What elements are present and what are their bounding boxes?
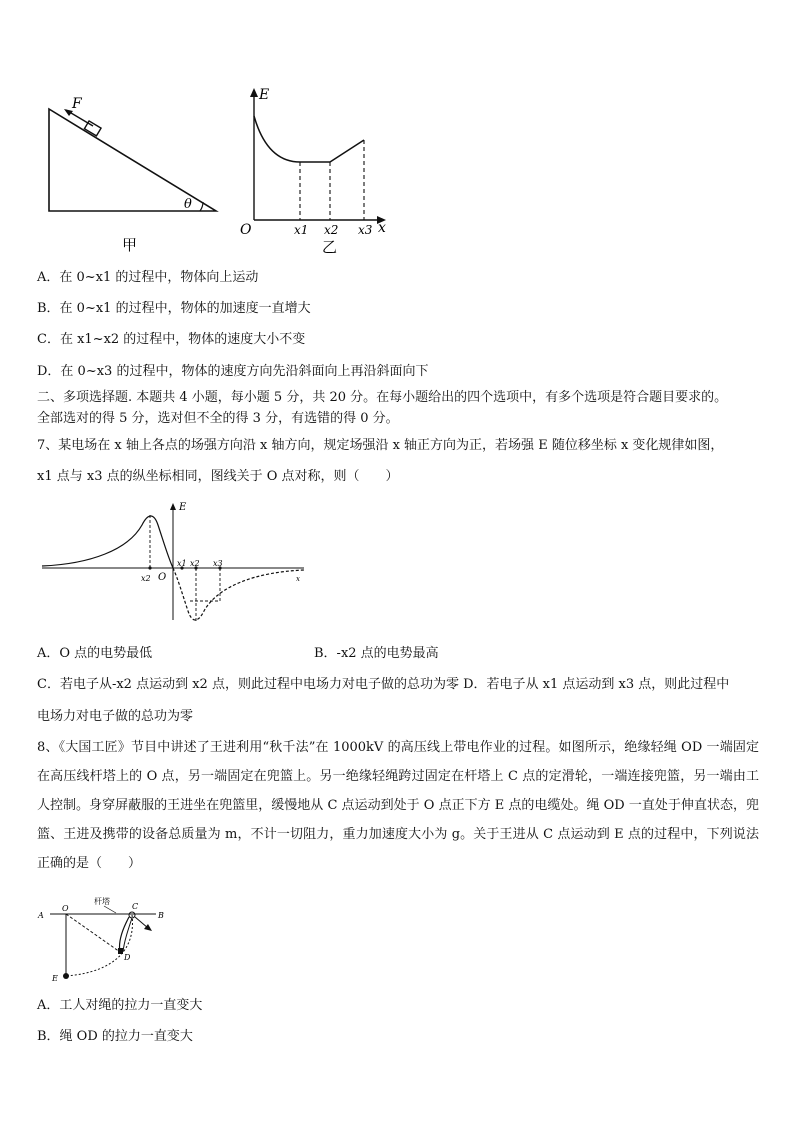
q7-stem-line1: 7、某电场在 x 轴上各点的场强方向沿 x 轴方向，规定场强沿 x 轴正方向为正，若场强 E 随位移坐标 x 变化规律如图， — [37, 438, 724, 453]
field-y-arrow — [170, 503, 176, 510]
tick-x3: x3 — [358, 223, 373, 237]
label-a: A — [38, 911, 44, 920]
field-origin-label: O — [158, 572, 167, 583]
rope-od — [66, 914, 120, 952]
figure-field-graph — [40, 495, 310, 635]
label-e: E — [52, 974, 58, 983]
point-neg-x2 — [148, 566, 151, 569]
q8-option-a: A．工人对绳的拉力一直变大 — [37, 998, 203, 1013]
field-y-label: E — [179, 502, 187, 513]
figure-tower-pulley — [36, 890, 176, 985]
tick-x1: x1 — [294, 223, 309, 237]
origin-label: O — [240, 222, 252, 238]
caption-yi: 乙 — [322, 238, 338, 256]
field-curve-left — [42, 516, 173, 568]
q6-option-b: B．在 0~x1 的过程中，物体的加速度一直增大 — [37, 301, 311, 316]
y-axis-arrow — [250, 88, 258, 97]
q6-option-c: C．在 x1~x2 的过程中，物体的速度大小不变 — [37, 332, 306, 347]
tower-label-leader — [104, 906, 116, 913]
y-axis-label: E — [259, 87, 270, 103]
incline-triangle — [49, 109, 216, 211]
figure-incline — [40, 95, 230, 255]
field-curve-right — [173, 568, 304, 620]
field-tick-x1: x1 — [177, 559, 187, 568]
energy-curve — [254, 116, 364, 162]
swing-arc — [66, 915, 132, 976]
figure-energy-graph — [232, 82, 397, 257]
field-tick-x2: x2 — [190, 559, 200, 568]
q8-option-b: B．绳 OD 的拉力一直变大 — [37, 1029, 193, 1044]
label-o: O — [62, 904, 69, 913]
q7-option-cd: C．若电子从-x2 点运动到 x2 点，则此过程中电场力对电子做的总功为零 D．若电子从 x1 点运动到 x3 点，则此过程中 — [37, 677, 730, 692]
caption-jia: 甲 — [122, 236, 138, 254]
q6-option-a: A．在 0~x1 的过程中，物体向上运动 — [37, 270, 259, 285]
label-tower: 杆塔 — [94, 897, 110, 906]
label-c: C — [132, 902, 139, 911]
q7-option-b: B．-x2 点的电势最高 — [314, 646, 439, 661]
q7-option-cd-cont: 电场力对电子做的总功为零 — [37, 709, 194, 724]
label-b: B — [158, 911, 164, 920]
angle-label: θ — [184, 197, 192, 212]
label-d: D — [124, 953, 131, 962]
q8-stem: 8、《大国工匠》节目中讲述了王进利用“秋千法”在 1000kV 的高压线上带电作业的过程。如图所示，绝缘轻绳 OD 一端固定在高压线杆塔上的 O 点，另一端固定在兜篮上。另一绝缘轻绳跨过固定在杆塔上 C 点的定滑轮，一端连接兜篮，另一端由工人控制。身穿屏蔽服的王进坐在兜篮里，缓慢地从 C 点运动到处于 O 点正下方 E 点的电缆处。绳 OD 一直处于伸直状态，兜篮、王进及携带的设备总质量为 m，不计一切阻力，重力加速度大小为 g。关于王进从 C 点运动到 E 点的过程中，下列说法正确的是（ ） — [37, 740, 759, 871]
q6-option-d: D．在 0~x3 的过程中，物体的速度方向先沿斜面向上再沿斜面向下 — [37, 364, 429, 379]
field-tick-neg-x2: x2 — [141, 574, 151, 583]
section-scoring: 全部选对的得 5 分，选对但不全的得 3 分，有选错的得 0 分。 — [37, 411, 399, 426]
rope-cd-outer — [123, 918, 132, 952]
worker-rope — [135, 917, 148, 928]
point-e — [63, 973, 69, 979]
angle-arc — [200, 202, 203, 211]
q7-stem-line2: x1 点与 x3 点的纵坐标相同，图线关于 O 点对称，则（ ） — [37, 469, 399, 484]
field-tick-x3: x3 — [213, 559, 223, 568]
basket-d — [118, 948, 123, 954]
force-label: F — [72, 96, 82, 112]
x-axis-label: x — [378, 220, 386, 236]
section-heading: 二、多项选择题. 本题共 4 小题，每小题 5 分，共 20 分。在每小题给出的四个选项中，有多个选项是符合题目要求的。 — [37, 390, 728, 405]
q7-option-a: A．O 点的电势最低 — [37, 646, 153, 661]
field-x-label: x — [296, 575, 300, 583]
tick-x2: x2 — [324, 223, 339, 237]
